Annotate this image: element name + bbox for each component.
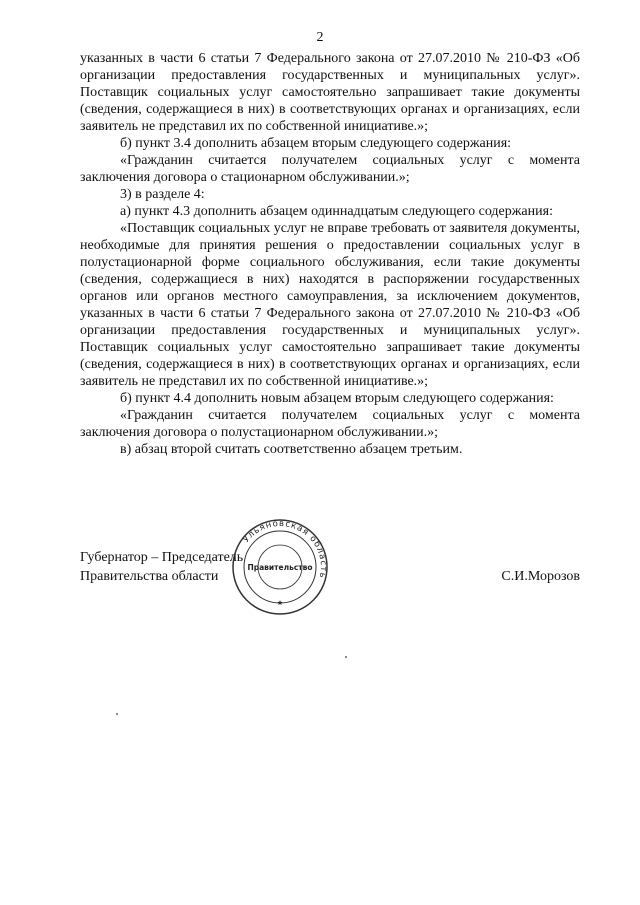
paragraph-continuation: указанных в части 6 статьи 7 Федерального закона от 27.07.2010 № 210-ФЗ «Об организации предоставления государственных и муниципальных услуг». Поставщик социальных услуг самостоятельно запрашивает такие документы (сведения, содержащиеся в них) в соответствующих органах и организациях, если заявитель не представил их по собственной инициативе.»;	[80, 51, 580, 134]
scan-speck	[116, 713, 118, 715]
signatory-title	[80, 548, 243, 586]
svg-text:Правительство: Правительство	[247, 563, 313, 572]
paragraph-3-4-amendment: б) пункт 3.4 дополнить абзацем вторым следующего содержания:	[120, 136, 512, 151]
page-number: 2	[316, 30, 324, 45]
paragraph-section-4: 3) в разделе 4:	[120, 187, 205, 202]
paragraph-4-3-amendment: а) пункт 4.3 дополнить абзацем одиннадцатым следующего содержания:	[120, 204, 553, 219]
signatory-name: С.И.Морозов	[501, 569, 580, 584]
official-seal-stamp	[230, 517, 330, 617]
svg-text:Ульяновская область: Ульяновская область	[241, 518, 329, 580]
signatory-title-line1: Губернатор – Председатель	[80, 550, 244, 565]
scan-speck	[345, 656, 347, 658]
paragraph-4-3-text: «Поставщик социальных услуг не вправе требовать от заявителя документы, необходимые для принятия решения о предоставлении социальных услуг в полустационарной форме социального обслуживания, если такие документы (сведения, содержащиеся в них) находятся в распоряжении государственных органов или органов местного самоуправления, за исключением документов, указанных в части 6 статьи 7 Федерального закона от 27.07.2010 № 210-ФЗ «Об организации предоставления государственных и муниципальных услуг». Поставщик социальных услуг самостоятельно запрашивает такие документы (сведения, содержащиеся в них) в соответствующих органах и организациях, если заявитель не представил их по собственной инициативе.»;	[80, 221, 580, 389]
paragraph-4-4-text: «Гражданин считается получателем социальных услуг с момента заключения договора о полустационарном обслуживании.»;	[80, 408, 580, 440]
signature-block	[80, 548, 580, 608]
paragraph-renumbering: в) абзац второй считать соответственно абзацем третьим.	[120, 442, 463, 457]
paragraph-4-4-amendment: б) пункт 4.4 дополнить новым абзацем вторым следующего содержания:	[120, 391, 554, 406]
document-body	[80, 50, 580, 458]
paragraph-3-4-text: «Гражданин считается получателем социальных услуг с момента заключения договора о стационарном обслуживании.»;	[80, 153, 580, 185]
svg-text:★: ★	[276, 599, 284, 607]
signatory-title-line2: Правительства области	[80, 569, 219, 584]
